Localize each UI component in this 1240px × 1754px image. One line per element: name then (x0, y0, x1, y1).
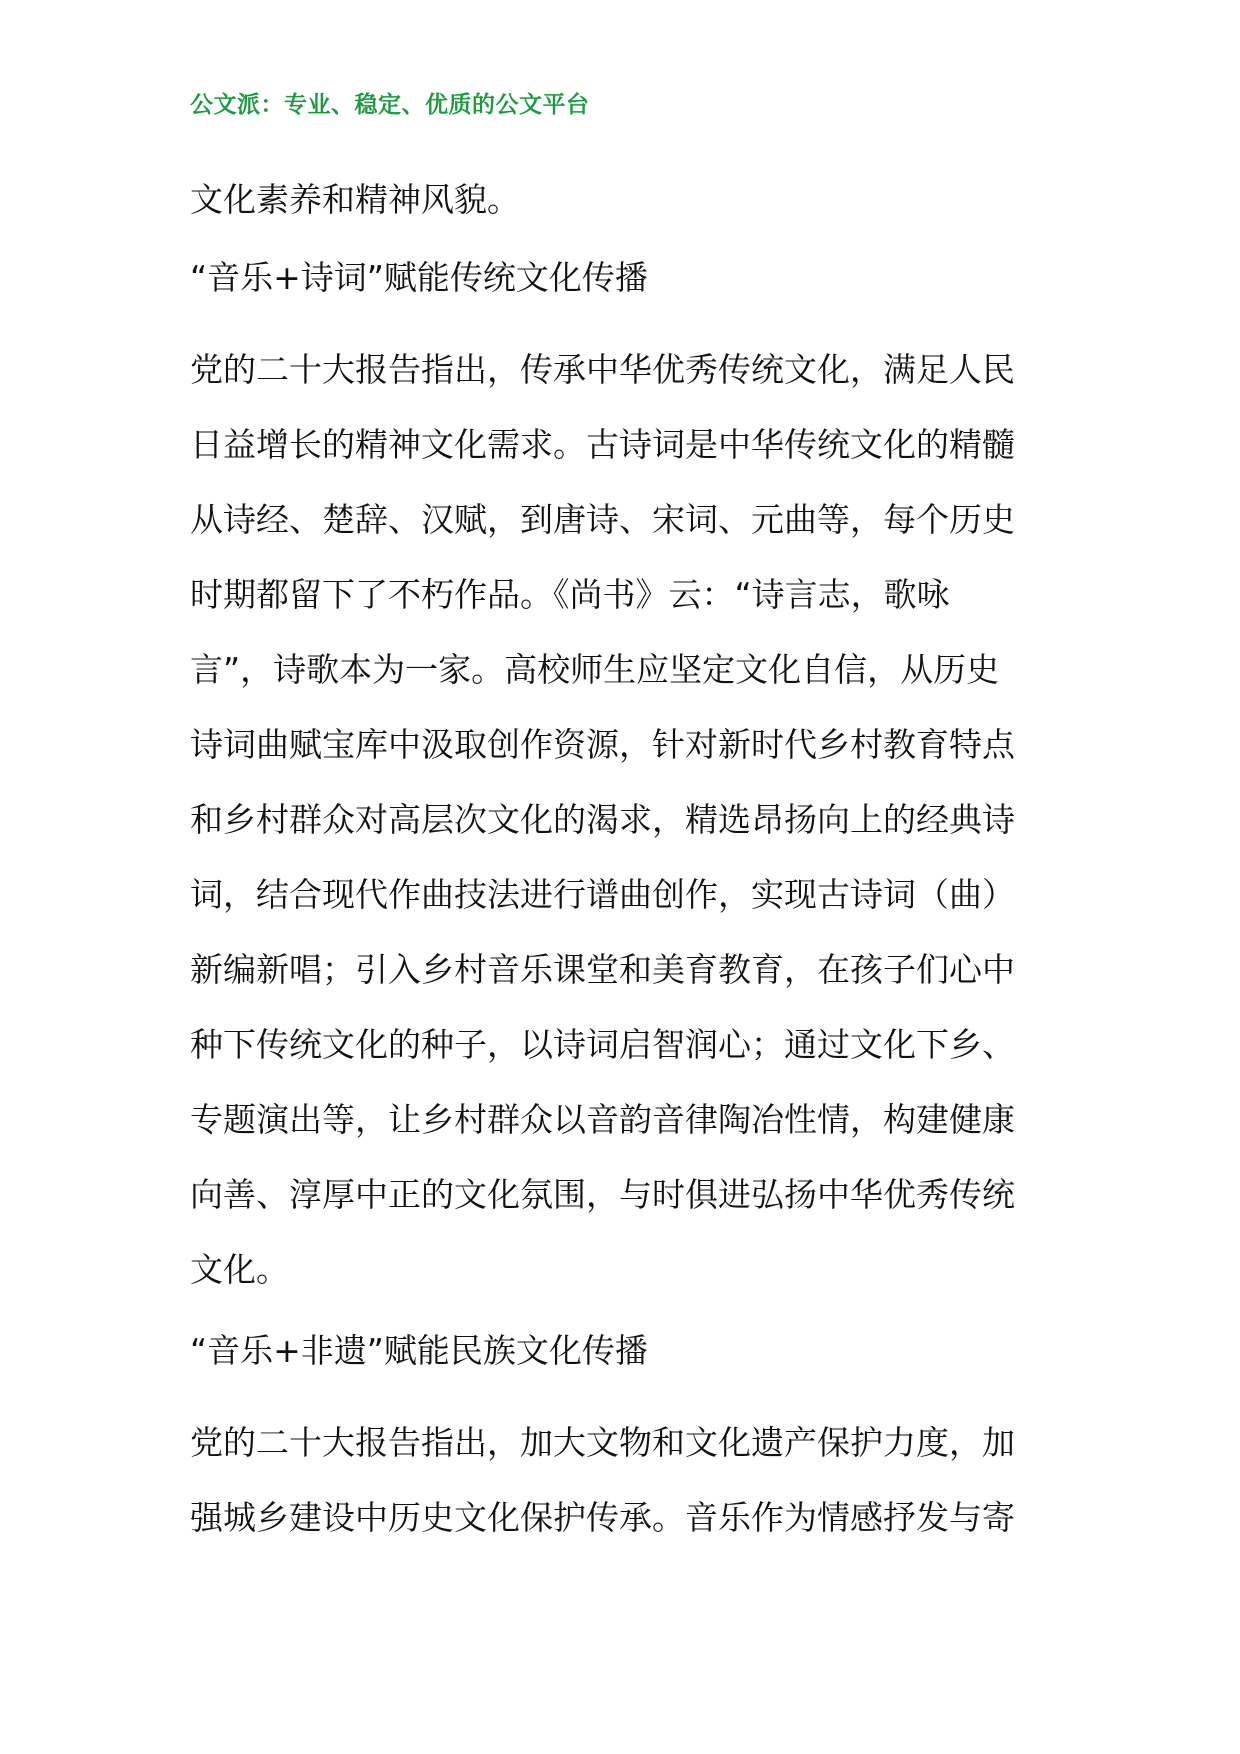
text-line: 词，结合现代作曲技法进行谱曲创作，实现古诗词（曲） (190, 875, 1015, 914)
section-body-heritage (190, 1405, 1060, 1555)
text-line: 诗词曲赋宝库中汲取创作资源，针对新时代乡村教育特点 (190, 725, 1015, 764)
text-line: 文化。 (190, 1250, 289, 1289)
section-heading-poetry: “音乐+诗词”赋能传统文化传播 (190, 258, 648, 297)
document-body (190, 170, 1060, 1555)
section-body-poetry (190, 332, 1060, 1307)
text-line: 强城乡建设中历史文化保护传承。音乐作为情感抒发与寄 (190, 1498, 1015, 1537)
text-line: 和乡村群众对高层次文化的渴求，精选昂扬向上的经典诗 (190, 800, 1015, 839)
text-line: 种下传统文化的种子，以诗词启智润心；通过文化下乡、 (190, 1025, 1015, 1064)
text-line: 党的二十大报告指出，加大文物和文化遗产保护力度，加 (190, 1423, 1015, 1462)
section-heading-heritage: “音乐+非遗”赋能民族文化传播 (190, 1331, 648, 1370)
text-line: 向善、淳厚中正的文化氛围，与时俱进弘扬中华优秀传统 (190, 1175, 1015, 1214)
text-line: 从诗经、楚辞、汉赋，到唐诗、宋词、元曲等，每个历史 (190, 500, 1015, 539)
text-line: 时期都留下了不朽作品。《尚书》云：“诗言志，歌咏 (190, 575, 950, 614)
text-line: 新编新唱；引入乡村音乐课堂和美育教育，在孩子们心中 (190, 950, 1015, 989)
text-line: 党的二十大报告指出，传承中华优秀传统文化，满足人民 (190, 350, 1015, 389)
text-line: 专题演出等，让乡村群众以音韵音律陶冶性情，构建健康 (190, 1100, 1015, 1139)
text-line: 日益增长的精神文化需求。古诗词是中华传统文化的精髓 (190, 425, 1015, 464)
site-header-title: 公文派：专业、稳定、优质的公文平台 (190, 92, 590, 118)
lead-line: 文化素养和精神风貌。 (190, 180, 520, 219)
text-line: 言”，诗歌本为一家。高校师生应坚定文化自信，从历史 (190, 650, 1000, 689)
